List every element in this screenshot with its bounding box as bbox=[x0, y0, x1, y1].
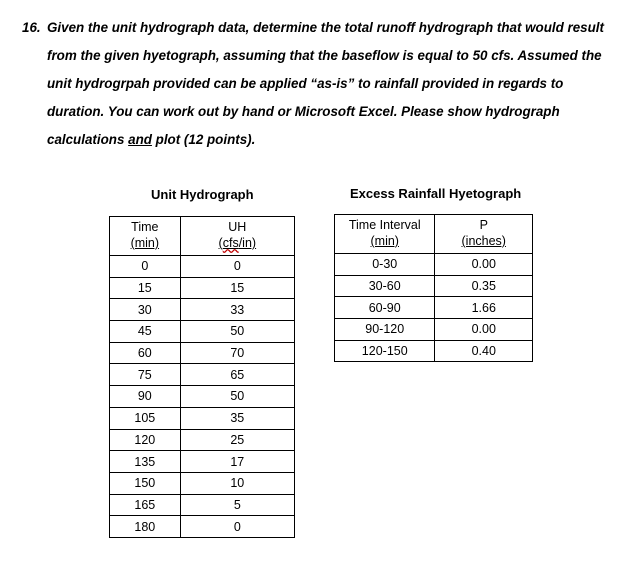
table-row bbox=[335, 319, 533, 341]
table-cell: 30-60 bbox=[335, 275, 435, 297]
table-cell: 0.35 bbox=[435, 275, 533, 297]
question-number: 16. bbox=[22, 20, 41, 35]
table-row bbox=[110, 429, 295, 451]
table-cell: 33 bbox=[180, 299, 294, 321]
table-cell: 10 bbox=[180, 472, 294, 494]
table-row bbox=[110, 321, 295, 343]
unit-hydrograph-table bbox=[109, 216, 295, 538]
table-header-row bbox=[335, 234, 533, 254]
table-cell: 1.66 bbox=[435, 297, 533, 319]
table-row bbox=[335, 297, 533, 319]
header-cell: (inches) bbox=[435, 234, 533, 254]
table-cell: 150 bbox=[110, 472, 181, 494]
table-row bbox=[110, 277, 295, 299]
table-cell: 70 bbox=[180, 342, 294, 364]
table-row bbox=[110, 516, 295, 538]
table-cell: 65 bbox=[180, 364, 294, 386]
table-cell: 75 bbox=[110, 364, 181, 386]
table-cell: 120-150 bbox=[335, 340, 435, 362]
table-header-row bbox=[335, 215, 533, 235]
table-cell: 0.00 bbox=[435, 319, 533, 341]
table-row bbox=[110, 407, 295, 429]
table-row bbox=[110, 386, 295, 408]
table-cell: 5 bbox=[180, 494, 294, 516]
table-cell: 105 bbox=[110, 407, 181, 429]
table-cell: 30 bbox=[110, 299, 181, 321]
table-row bbox=[110, 451, 295, 473]
header-cell: Time bbox=[110, 217, 181, 237]
table-cell: 120 bbox=[110, 429, 181, 451]
table-cell: 17 bbox=[180, 451, 294, 473]
question-line-4: duration. You can work out by hand or Microsoft Excel. Please show hydrograph bbox=[47, 104, 560, 119]
table-cell: 60 bbox=[110, 342, 181, 364]
table-row bbox=[110, 364, 295, 386]
table-cell: 15 bbox=[110, 277, 181, 299]
question-line-2: from the given hyetograph, assuming that the baseflow is equal to 50 cfs. Assumed the bbox=[47, 48, 602, 63]
unit-hydrograph-title: Unit Hydrograph bbox=[151, 187, 254, 202]
question-line-5: calculations and plot (12 points). bbox=[47, 132, 256, 147]
hyetograph-table bbox=[334, 214, 533, 362]
hyetograph-title: Excess Rainfall Hyetograph bbox=[350, 186, 522, 201]
table-cell: 0.40 bbox=[435, 340, 533, 362]
table-cell: 0.00 bbox=[435, 254, 533, 276]
table-cell: 0-30 bbox=[335, 254, 435, 276]
header-cell: (cfs/in) bbox=[180, 236, 294, 256]
header-cell: Time Interval bbox=[335, 215, 435, 235]
table-cell: 25 bbox=[180, 429, 294, 451]
table-cell: 90-120 bbox=[335, 319, 435, 341]
table-cell: 0 bbox=[110, 256, 181, 278]
table-cell: 50 bbox=[180, 386, 294, 408]
table-row bbox=[335, 275, 533, 297]
table-row bbox=[110, 494, 295, 516]
table-cell: 0 bbox=[180, 256, 294, 278]
header-cell: (min) bbox=[335, 234, 435, 254]
question-line-3: unit hydrogrpah provided can be applied “as-is” to rainfall provided in regards to bbox=[47, 76, 564, 91]
table-cell: 180 bbox=[110, 516, 181, 538]
table-header-row bbox=[110, 236, 295, 256]
table-row bbox=[110, 342, 295, 364]
table-row bbox=[335, 254, 533, 276]
table-cell: 45 bbox=[110, 321, 181, 343]
table-cell: 165 bbox=[110, 494, 181, 516]
table-cell: 15 bbox=[180, 277, 294, 299]
header-cell: UH bbox=[180, 217, 294, 237]
header-cell: (min) bbox=[110, 236, 181, 256]
table-header-row bbox=[110, 217, 295, 237]
question-line-1: Given the unit hydrograph data, determine the total runoff hydrograph that would result bbox=[47, 20, 604, 35]
underlined-word: and bbox=[128, 132, 152, 147]
table-cell: 50 bbox=[180, 321, 294, 343]
table-row bbox=[335, 340, 533, 362]
table-cell: 35 bbox=[180, 407, 294, 429]
header-cell: P bbox=[435, 215, 533, 235]
table-row bbox=[110, 299, 295, 321]
question-block bbox=[22, 14, 622, 154]
table-cell: 135 bbox=[110, 451, 181, 473]
table-row bbox=[110, 472, 295, 494]
table-row bbox=[110, 256, 295, 278]
table-cell: 0 bbox=[180, 516, 294, 538]
table-cell: 60-90 bbox=[335, 297, 435, 319]
table-cell: 90 bbox=[110, 386, 181, 408]
